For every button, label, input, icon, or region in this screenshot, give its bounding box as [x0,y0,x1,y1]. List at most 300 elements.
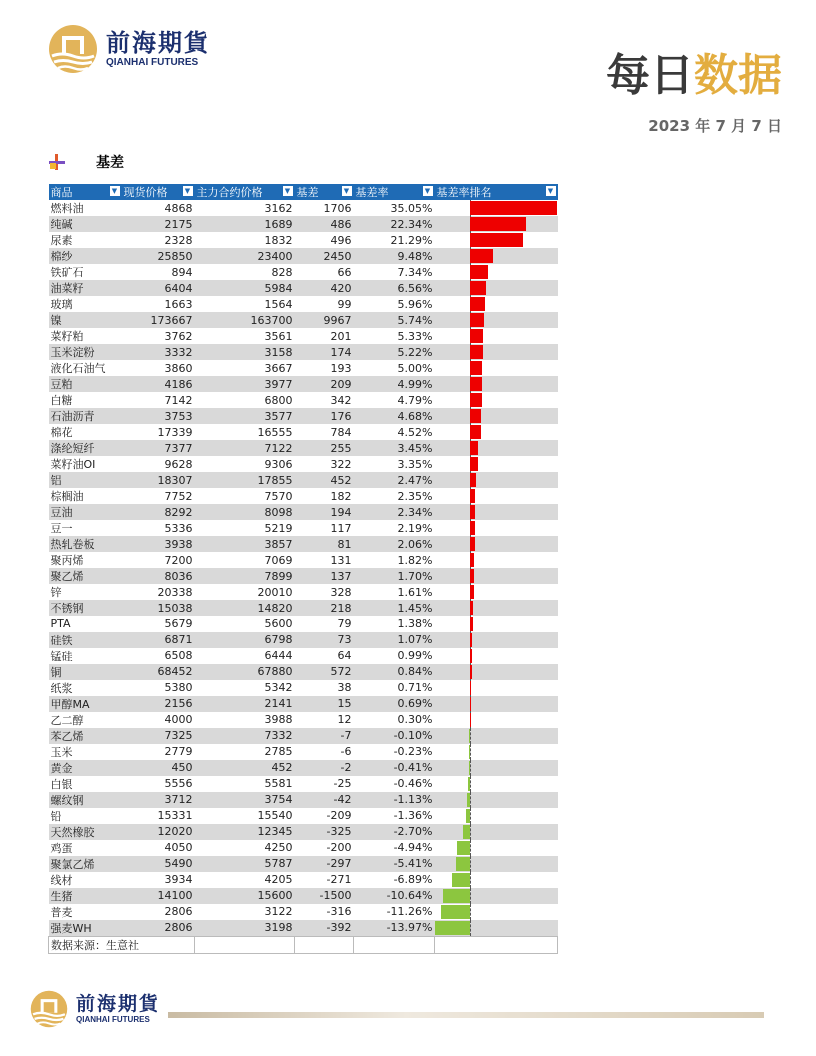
rank-bar [470,217,526,231]
basis-cell: 193 [330,361,352,375]
bar-axis [470,760,471,776]
commodity-cell: 强麦WH [49,920,122,937]
spot-price-cell: 173667 [122,312,195,328]
spot-price-cell: 7142 [164,393,193,407]
basis-rate-cell: 0.69% [354,696,435,712]
commodity-cell: 玉米淀粉 [49,344,122,360]
commodity-cell: 菜籽粕 [50,330,84,343]
filter-dropdown-icon[interactable]: ▼ [342,186,352,196]
rank-bar [470,265,488,279]
table-body [49,200,558,953]
data-source-note: 数据来源：生意社 [49,936,195,953]
spot-price-cell: 3762 [164,329,193,343]
basis-rate-cell: 2.47% [354,472,435,488]
basis-rate-cell: -1.36% [393,809,433,823]
main-contract-price-cell: 3577 [195,408,295,424]
main-contract-price-cell: 163700 [195,312,295,328]
rank-bar-cell [435,328,558,344]
column-header-label: 商品 [50,186,73,199]
spot-price-cell: 2806 [122,920,195,937]
basis-cell: 174 [295,344,354,360]
spot-price-cell: 15331 [157,809,193,823]
brand-logo [48,24,210,74]
table-row [49,280,558,296]
rank-bar-cell [435,824,558,840]
table-row [49,376,558,392]
spot-price-cell: 2156 [122,696,195,712]
table-row [49,216,558,232]
column-header-label: 基差率 [355,186,389,199]
spot-price-cell: 4186 [122,376,195,392]
table-row [49,824,558,840]
basis-rate-cell: -2.70% [354,824,435,840]
table-row [49,776,558,792]
rank-bar-cell [435,728,558,744]
basis-rate-cell: 5.00% [397,361,433,375]
basis-cell: 64 [337,649,352,663]
rank-bar [470,249,494,263]
commodity-cell: 石油沥青 [49,408,122,424]
footer-logo [30,990,160,1028]
section-title: 基差 [96,155,124,171]
table-row [49,504,558,520]
commodity-cell: 铝 [49,472,122,488]
basis-cell: 328 [330,585,352,599]
spot-price-cell: 5336 [164,521,193,535]
rank-bar [470,553,475,567]
basis-rate-cell: 3.35% [397,457,433,471]
rank-bar [470,297,485,311]
spot-price-cell: 7377 [122,440,195,456]
main-contract-price-cell: 8098 [195,504,295,520]
main-contract-price-cell: 3561 [264,329,293,343]
spot-price-cell: 17339 [157,425,193,439]
table-row [49,424,558,440]
basis-cell: 201 [330,329,352,343]
basis-cell: 137 [295,568,354,584]
commodity-cell: 聚乙烯 [49,568,122,584]
rank-bar [470,537,475,551]
basis-cell: 452 [295,472,354,488]
commodity-cell: 液化石油气 [50,362,106,375]
rank-bar-cell [435,424,558,440]
basis-rate-cell: 1.38% [397,617,433,631]
basis-cell: 9967 [295,312,354,328]
main-contract-price-cell: 20010 [257,585,293,599]
column-header-label: 现货价格 [123,186,168,199]
commodity-cell: 热轧卷板 [49,536,122,552]
rank-bar-cell [435,472,558,488]
page-title-part1: 每日 [606,50,694,101]
basis-cell: 572 [295,664,354,680]
rank-bar [469,745,470,759]
basis-cell: 38 [337,681,352,695]
basis-rate-cell: 1.82% [397,553,433,567]
table-row [49,600,558,616]
commodity-cell: 棉花 [50,426,73,439]
main-contract-price-cell: 3162 [264,201,293,215]
bar-axis [470,888,471,904]
column-header [354,184,435,200]
main-contract-price-cell: 4250 [264,841,293,855]
filter-dropdown-icon[interactable]: ▼ [546,186,556,196]
rank-bar-cell [435,888,558,904]
main-contract-price-cell: 7122 [195,440,295,456]
rank-bar [470,201,558,215]
table-row [49,712,558,728]
basis-cell: -2 [295,760,354,776]
table-row [49,408,558,424]
table-row [49,440,558,456]
rank-bar-cell [435,568,558,584]
rank-bar [470,617,473,631]
table-row [49,248,558,264]
basis-rate-cell: 6.56% [354,280,435,296]
basis-rate-cell: 5.96% [397,297,433,311]
spot-price-cell: 3753 [122,408,195,424]
table-row [49,920,558,937]
spot-price-cell: 894 [171,265,193,279]
rank-bar-cell [435,552,558,568]
table-row [49,520,558,536]
commodity-cell: 铅 [50,809,62,823]
main-contract-price-cell: 2785 [264,745,293,759]
basis-rate-cell: -0.23% [393,745,433,759]
rank-bar [470,505,476,519]
commodity-cell: 白银 [50,777,73,791]
rank-bar [470,233,523,247]
basis-table [48,184,558,954]
table-row [49,904,558,920]
commodity-cell: 线材 [50,873,73,887]
main-contract-price-cell: 5581 [264,777,293,791]
table-row [49,584,558,600]
basis-cell: -7 [295,728,354,744]
main-contract-price-cell: 7899 [195,568,295,584]
main-contract-price-cell: 828 [271,265,293,279]
rank-bar-cell [435,312,558,328]
column-header [435,184,558,200]
spot-price-cell: 5556 [164,777,193,791]
basis-cell: 342 [330,393,352,407]
basis-cell: -209 [326,809,352,823]
table-row [49,696,558,712]
basis-cell: 79 [337,617,352,631]
rank-bar-cell [435,744,558,760]
basis-rate-cell: 4.79% [397,393,433,407]
table-row [49,200,558,216]
rank-bar [457,841,469,855]
spot-price-cell: 5490 [122,856,195,872]
table-row [49,808,558,824]
bar-axis [470,904,471,920]
commodity-cell: 纸浆 [50,681,73,695]
filter-dropdown-icon[interactable]: ▼ [283,186,293,196]
basis-rate-cell: -11.26% [386,905,433,919]
rank-bar-cell [435,296,558,312]
main-contract-price-cell: 17855 [195,472,295,488]
basis-cell: 218 [295,600,354,616]
rank-bar-cell [435,664,558,680]
main-contract-price-cell: 4205 [264,873,293,887]
table-row [49,728,558,744]
rank-bar [470,313,484,327]
bullet-icon [48,153,66,171]
basis-rate-cell: 4.99% [354,376,435,392]
rank-bar-cell [435,200,558,216]
basis-rate-cell: 4.68% [354,408,435,424]
source-row-cell [295,936,354,953]
rank-bar-cell [435,600,558,616]
commodity-cell: 燃料油 [50,202,84,215]
rank-bar [470,393,482,407]
basis-cell: -325 [295,824,354,840]
rank-bar-cell [435,360,558,376]
report-date: 2023 年 7 月 7 日 [648,117,782,135]
rank-bar-cell [435,776,558,792]
qianhai-logo-icon [30,990,68,1028]
commodity-cell: 豆粕 [49,376,122,392]
basis-table-wrapper [48,184,557,954]
commodity-cell: 鸡蛋 [50,841,73,855]
basis-rate-cell: 5.33% [397,329,433,343]
basis-rate-cell: 0.84% [354,664,435,680]
basis-rate-cell: 3.45% [354,440,435,456]
commodity-cell: 普麦 [50,905,73,919]
rank-bar-cell [435,760,558,776]
table-row [49,456,558,472]
main-contract-price-cell: 5984 [195,280,295,296]
spot-price-cell: 9628 [164,457,193,471]
filter-dropdown-icon[interactable]: ▼ [183,186,193,196]
basis-cell: 322 [330,457,352,471]
main-contract-price-cell: 15600 [195,888,295,904]
column-header [195,184,295,200]
commodity-cell: 聚丙烯 [50,554,84,567]
main-contract-price-cell: 6798 [195,632,295,648]
basis-rate-cell: -13.97% [354,920,435,937]
commodity-cell: 尿素 [50,234,73,247]
basis-rate-cell: -0.41% [354,760,435,776]
rank-bar [470,441,479,455]
basis-cell: 209 [295,376,354,392]
commodity-cell: 豆油 [49,504,122,520]
rank-bar [467,793,470,807]
basis-rate-cell: 9.48% [354,248,435,264]
bar-axis [470,776,471,792]
table-row [49,392,558,408]
footer-brand-name-en: QIANHAI FUTURES [76,1015,150,1024]
spot-price-cell: 5679 [164,617,193,631]
basis-cell: -271 [326,873,352,887]
spot-price-cell: 5380 [164,681,193,695]
main-contract-price-cell: 5787 [195,856,295,872]
rank-bar-cell [435,696,558,712]
rank-bar [470,601,474,615]
table-row [49,888,558,904]
spot-price-cell: 18307 [122,472,195,488]
source-row-cell [195,936,295,953]
table-row [49,856,558,872]
main-contract-price-cell: 5219 [264,521,293,535]
commodity-cell: 纯碱 [49,216,122,232]
filter-dropdown-icon[interactable]: ▼ [423,186,433,196]
spot-price-cell: 7325 [122,728,195,744]
basis-cell: -42 [295,792,354,808]
table-row [49,328,558,344]
page-title-part2: 数据 [694,50,782,101]
main-contract-price-cell: 6444 [264,649,293,663]
rank-bar [470,377,483,391]
basis-rate-cell: 21.29% [390,233,433,247]
rank-bar [469,761,470,775]
commodity-cell: 棉纱 [49,248,122,264]
basis-rate-cell: 2.35% [397,489,433,503]
basis-rate-cell: 2.34% [354,504,435,520]
rank-bar [470,633,473,647]
rank-bar [470,457,478,471]
commodity-cell: 玉米 [50,745,73,759]
basis-rate-cell: 1.61% [397,585,433,599]
rank-bar-cell [435,392,558,408]
bar-axis [470,872,471,888]
rank-bar-cell [435,616,558,632]
rank-bar-cell [435,216,558,232]
rank-bar-cell [435,840,558,856]
rank-bar-cell [435,920,558,937]
basis-cell: 117 [330,521,352,535]
column-header-label: 基差率排名 [436,186,492,199]
bar-axis [470,744,471,760]
spot-price-cell: 4868 [164,201,193,215]
commodity-cell: 乙二醇 [50,713,84,727]
rank-bar-cell [435,440,558,456]
main-contract-price-cell: 452 [195,760,295,776]
rank-bar [466,809,469,823]
table-row [49,296,558,312]
spot-price-cell: 6404 [122,280,195,296]
rank-bar-cell [435,904,558,920]
basis-cell: 486 [295,216,354,232]
source-row-cell [354,936,435,953]
rank-bar [470,569,474,583]
rank-bar [435,921,470,935]
main-contract-price-cell: 3988 [264,713,293,727]
spot-price-cell: 3938 [122,536,195,552]
spot-price-cell: 4000 [164,713,193,727]
commodity-cell: 天然橡胶 [49,824,122,840]
main-contract-price-cell: 3754 [195,792,295,808]
commodity-cell: 涤纶短纤 [49,440,122,456]
main-contract-price-cell: 1832 [264,233,293,247]
table-row [49,344,558,360]
spot-price-cell: 68452 [122,664,195,680]
source-row-cell [435,936,558,953]
main-contract-price-cell: 1564 [264,297,293,311]
column-header [122,184,195,200]
rank-bar [470,281,486,295]
main-contract-price-cell: 3198 [195,920,295,937]
spot-price-cell: 3860 [164,361,193,375]
rank-bar [470,585,474,599]
basis-rate-cell: 35.05% [390,201,433,215]
brand-name-en: QIANHAI FUTURES [106,57,199,68]
main-contract-price-cell: 3158 [195,344,295,360]
rank-bar [470,665,472,679]
column-header-label: 主力合约价格 [196,186,263,199]
basis-rate-cell: 2.06% [354,536,435,552]
table-header-row [49,184,558,200]
spot-price-cell: 3934 [164,873,193,887]
rank-bar [456,857,470,871]
commodity-cell: 棕榈油 [50,490,84,503]
spot-price-cell: 4050 [164,841,193,855]
table-row [49,680,558,696]
spot-price-cell: 7752 [164,489,193,503]
table-row [49,232,558,248]
brand-name-cn: 前海期貨 [106,28,210,57]
table-row [49,472,558,488]
basis-cell: 131 [330,553,352,567]
basis-rate-cell: 0.99% [397,649,433,663]
table-row [49,664,558,680]
rank-bar [470,521,475,535]
main-contract-price-cell: 3977 [195,376,295,392]
bar-axis [470,808,471,824]
table-row [49,488,558,504]
basis-cell: 81 [295,536,354,552]
commodity-cell: 甲醇MA [49,696,122,712]
basis-cell: -316 [326,905,352,919]
rank-bar [470,345,483,359]
basis-rate-cell: 22.34% [354,216,435,232]
basis-cell: 496 [330,233,352,247]
commodity-cell: 镍 [49,312,122,328]
main-contract-price-cell: 67880 [195,664,295,680]
main-contract-price-cell: 3857 [195,536,295,552]
basis-cell: 15 [295,696,354,712]
basis-cell: 194 [295,504,354,520]
commodity-cell: 锌 [50,586,62,599]
main-contract-price-cell: 7069 [264,553,293,567]
bar-axis [470,920,471,936]
commodity-cell: 菜籽油OI [50,458,96,471]
footer-brand-name-cn: 前海期貨 [76,993,161,1015]
commodity-cell: PTA [50,617,71,631]
rank-bar [470,713,471,727]
rank-bar [470,681,472,695]
column-header [295,184,354,200]
bar-axis [470,840,471,856]
basis-rate-cell: -0.10% [354,728,435,744]
table-row [49,792,558,808]
commodity-cell: 生猪 [49,888,122,904]
rank-bar-cell [435,584,558,600]
rank-bar [470,649,472,663]
basis-rate-cell: 2.19% [397,521,433,535]
table-row [49,536,558,552]
rank-bar [470,329,483,343]
basis-rate-cell: 7.34% [397,265,433,279]
rank-bar-cell [435,632,558,648]
basis-rate-cell: 1.07% [354,632,435,648]
main-contract-price-cell: 2141 [195,696,295,712]
basis-rate-cell: 1.70% [354,568,435,584]
commodity-cell: 不锈钢 [49,600,122,616]
rank-bar-cell [435,680,558,696]
filter-dropdown-icon[interactable]: ▼ [110,186,120,196]
basis-cell: 66 [337,265,352,279]
